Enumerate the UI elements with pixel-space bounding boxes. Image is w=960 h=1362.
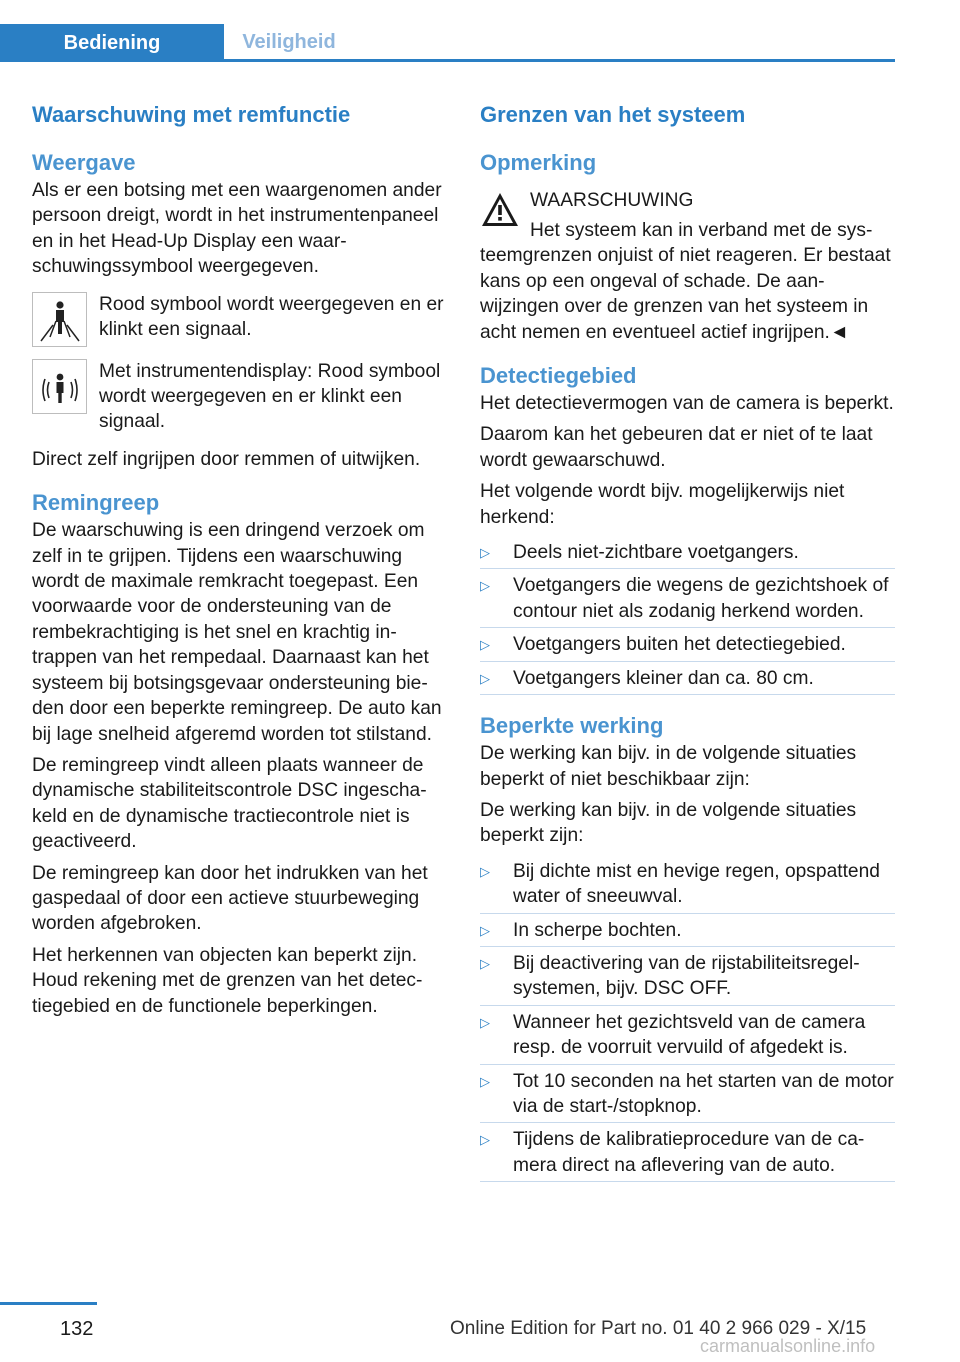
- edition-note: Online Edition for Part no. 01 40 2 966 029 - X/15: [450, 1318, 867, 1339]
- pedestrian-signal-icon: [32, 359, 87, 414]
- watermark: carmanualsonline.info: [700, 1336, 876, 1356]
- tabbar-underline: [0, 59, 895, 62]
- limited-function-list: [480, 855, 895, 1182]
- tab-veiligheid[interactable]: Veiligheid: [242, 30, 336, 53]
- symbol-row: [32, 359, 447, 435]
- paragraph: Het herkennen van objecten kan beperkt zijn. Houd rekening met de grenzen van het detectiegebied en de functionele beperkingen.: [32, 944, 423, 1017]
- list-item: ▷ Voetgangers die wegens de gezichtshoek of contour niet als zodanig herkend worden.: [480, 569, 895, 628]
- bullet-triangle-icon: ▷: [480, 578, 490, 594]
- paragraph: De remingreep kan door het indrukken van het gaspedaal of door een actieve stuurbeweging worden afgebroken.: [32, 862, 428, 935]
- section-heading-warning: Waarschuwing met remfunctie: [32, 102, 351, 127]
- section-heading-limits: Grenzen van het systeem: [480, 102, 746, 127]
- page-number: 132: [60, 1318, 94, 1340]
- pedestrian-warning-icon: [32, 292, 87, 347]
- warning-triangle-icon: [480, 190, 520, 230]
- bullet-triangle-icon: ▷: [480, 922, 490, 938]
- detection-limits-list: [480, 536, 895, 695]
- paragraph: De waarschuwing is een dringend verzoek om zelf in te grijpen. Tijdens een waarschuwing wordt de maximale remkracht toegepast. Een voorwaarde voor de ondersteuning van de rembekrachtiging is het snel en krachtig intrappen van het rempedaal. Daarnaast kan het systeem bij botsingsgevaar ondersteuning bieden door een beperkte remingreep. De auto kan bij lage snelheid afgeremd worden tot stilstand.: [32, 520, 442, 745]
- subheading-weergave: Weergave: [32, 150, 136, 175]
- subheading-detectiegebied: Detectiegebied: [480, 363, 637, 389]
- bullet-triangle-icon: ▷: [480, 545, 490, 561]
- right-column: [480, 100, 895, 1190]
- list-item: ▷ Voetgangers kleiner dan ca. 80 cm.: [480, 662, 895, 695]
- section-tabbar: [0, 0, 895, 62]
- symbol-description: Rood symbool wordt weergegeven en er klinkt een signaal.: [99, 293, 444, 341]
- list-item: ▷ Wanneer het gezichtsveld van de camera resp. de voorruit vervuild of afgedekt is.: [480, 1006, 895, 1065]
- paragraph: Daarom kan het gebeuren dat er niet of te laat wordt gewaarschuwd.: [480, 424, 873, 471]
- list-item: ▷ Deels niet-zichtbare voetgangers.: [480, 536, 895, 569]
- subheading-opmerking: Opmerking: [480, 150, 597, 175]
- paragraph: De werking kan bijv. in de volgende situaties beperkt zijn:: [480, 799, 857, 847]
- list-item: ▷ Bij dichte mist en hevige regen, opspattend water of sneeuwval.: [480, 855, 895, 914]
- bullet-triangle-icon: ▷: [480, 1132, 490, 1148]
- list-item: ▷ Bij deactivering van de rijstabiliteitsregelsystemen, bijv. DSC OFF.: [480, 947, 895, 1006]
- warning-text: Het systeem kan in verband met de systeemgrenzen onjuist of niet reageren. Er bestaat kans op een ongeval of schade. De aanwijzingen over de grenzen van het systeem in acht nemen en eventueel actief ingrijpen.◄: [480, 220, 891, 343]
- paragraph: De remingreep vindt alleen plaats wanneer de dynamische stabiliteitscontrole DSC ingeschakeld en de dynamische tractiecontrole niet is geactiveerd.: [32, 754, 427, 853]
- paragraph: Als er een botsing met een waargenomen ander persoon dreigt, wordt in het instrumentenpaneel en in het Head-Up Display een waarschuwingssymbool weergegeven.: [32, 180, 442, 278]
- subheading-beperkte-werking: Beperkte werking: [480, 713, 664, 739]
- bullet-triangle-icon: ▷: [480, 1073, 490, 1089]
- bullet-triangle-icon: ▷: [480, 670, 490, 686]
- subheading-remingreep: Remingreep: [32, 490, 160, 516]
- symbol-description: Met instrumentendisplay: Rood symbool wordt weergegeven en er klinkt een signaal.: [99, 360, 441, 433]
- list-item: ▷ Tijdens de kalibratieprocedure van de camera direct na aflevering van de auto.: [480, 1123, 895, 1182]
- paragraph: Direct zelf ingrijpen door remmen of uitwijken.: [32, 448, 421, 470]
- list-item: ▷ Tot 10 seconden na het starten van de motor via de start-/stopknop.: [480, 1065, 895, 1124]
- footer-rule: [0, 1302, 97, 1305]
- bullet-triangle-icon: ▷: [480, 955, 490, 971]
- list-item: ▷ Voetgangers buiten het detectiegebied.: [480, 628, 895, 661]
- symbol-row: [32, 292, 447, 347]
- paragraph: Het volgende wordt bijv. mogelijkerwijs niet herkend:: [480, 481, 845, 528]
- bullet-triangle-icon: ▷: [480, 637, 490, 653]
- paragraph: De werking kan bijv. in de volgende situaties beperkt of niet beschikbaar zijn:: [480, 743, 857, 790]
- list-item: ▷ In scherpe bochten.: [480, 914, 895, 947]
- tab-bediening[interactable]: Bediening: [0, 24, 224, 62]
- paragraph: Het detectievermogen van de camera is beperkt.: [480, 393, 894, 415]
- bullet-triangle-icon: ▷: [480, 863, 490, 879]
- warning-label: WAARSCHUWING: [530, 190, 694, 211]
- left-column: [32, 100, 447, 1025]
- bullet-triangle-icon: ▷: [480, 1014, 490, 1030]
